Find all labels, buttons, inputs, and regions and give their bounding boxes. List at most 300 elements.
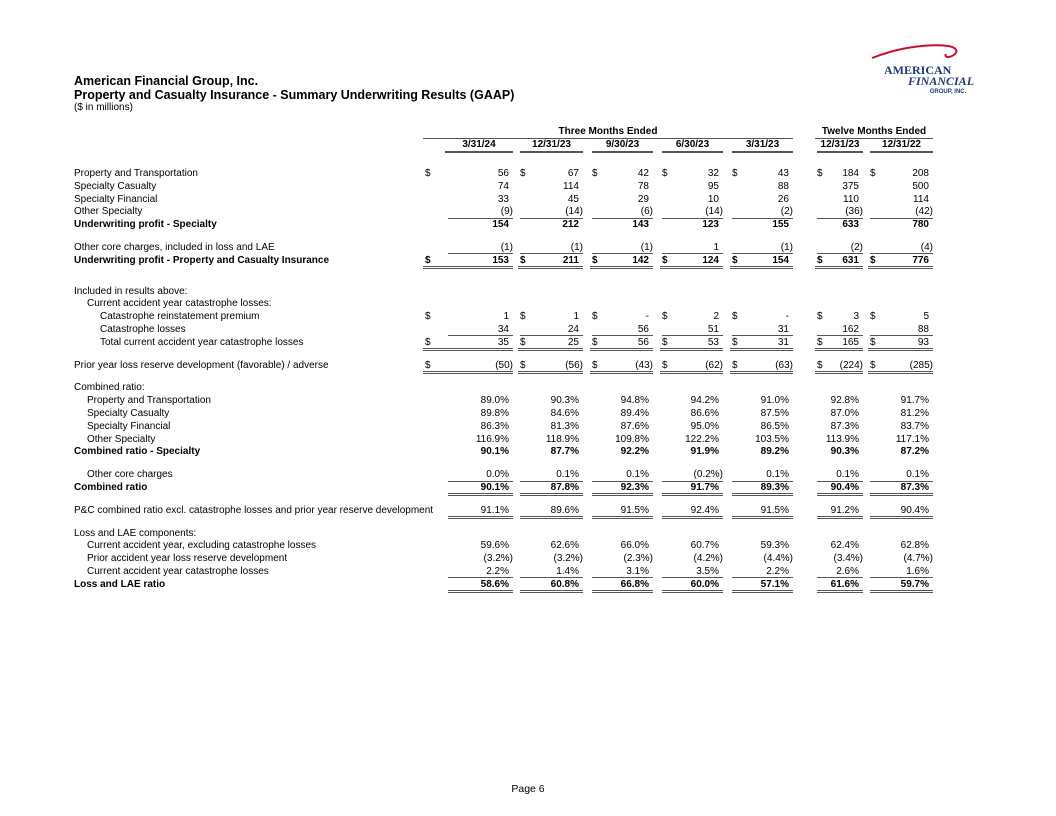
dollar-sign: $ xyxy=(425,168,431,179)
cell-value: 0.0% xyxy=(486,469,509,481)
cell-value: 35 xyxy=(497,336,509,348)
table-cell xyxy=(870,395,933,407)
cell-value: 2.6% xyxy=(836,565,859,577)
table-cell xyxy=(870,446,933,458)
cell-value: 89.0% xyxy=(480,395,509,407)
table-cell xyxy=(870,324,933,337)
cell-value: 34 xyxy=(497,323,509,335)
cell-value: (3.2%) xyxy=(483,553,513,565)
row-spacer xyxy=(0,268,1056,286)
row-label: Other Specialty xyxy=(87,433,156,445)
table-cell xyxy=(520,446,583,458)
table-cell xyxy=(592,324,653,337)
cell-value: (14) xyxy=(705,206,723,218)
cell-value: 1.4% xyxy=(556,565,579,577)
table-cell xyxy=(592,566,653,579)
table-cell xyxy=(870,421,933,433)
cell-value: 87.6% xyxy=(620,420,649,432)
dollar-sign: $ xyxy=(520,311,526,323)
table-cell xyxy=(817,181,863,193)
cell-value: 155 xyxy=(772,219,789,231)
table-cell xyxy=(520,242,583,255)
cell-value: 87.5% xyxy=(760,407,789,419)
table-cell xyxy=(590,337,653,352)
cell-value: 3.1% xyxy=(626,565,649,577)
svg-text:GROUP, INC.: GROUP, INC. xyxy=(929,89,967,95)
row-label: Current accident year, excluding catastrophe losses xyxy=(87,540,317,552)
cell-value: 2.2% xyxy=(486,565,509,577)
row-label: Specialty Financial xyxy=(74,193,158,205)
dollar-sign: $ xyxy=(662,359,668,371)
table-cell xyxy=(868,168,933,180)
table-cell xyxy=(870,242,933,255)
cell-value: 81.2% xyxy=(900,407,929,419)
cell-value: 91.5% xyxy=(620,504,649,516)
row-label: Included in results above: xyxy=(74,285,188,297)
cell-value: 31 xyxy=(777,336,789,348)
dollar-sign: $ xyxy=(732,336,738,348)
table-cell xyxy=(520,482,583,497)
table-row xyxy=(0,395,1056,408)
cell-value: 0.1% xyxy=(556,469,579,481)
table-cell xyxy=(423,337,513,352)
cell-value: 74 xyxy=(497,180,509,192)
cell-value: (6) xyxy=(640,206,653,218)
cell-value: 86.5% xyxy=(760,420,789,432)
dollar-sign: $ xyxy=(425,336,431,348)
table-cell xyxy=(815,311,863,323)
table-cell xyxy=(448,482,513,497)
cell-value: (4) xyxy=(920,241,933,253)
cell-value: 109.8% xyxy=(615,433,649,445)
cell-value: (4.7%) xyxy=(903,553,933,565)
table-cell xyxy=(868,255,933,270)
table-cell xyxy=(660,360,723,375)
table-cell xyxy=(868,311,933,323)
table-cell xyxy=(730,255,793,270)
table-cell xyxy=(448,206,513,219)
table-cell xyxy=(520,219,583,231)
cell-value: 29 xyxy=(637,193,649,205)
table-cell xyxy=(662,395,723,407)
row-label: Property and Transportation xyxy=(74,168,198,179)
table-row xyxy=(0,324,1056,337)
table-cell xyxy=(730,337,793,352)
cell-value: 57.1% xyxy=(760,578,789,590)
table-cell xyxy=(423,360,513,375)
cell-value: 24 xyxy=(567,323,579,335)
table-cell xyxy=(448,421,513,433)
cell-value: 83.7% xyxy=(900,420,929,432)
cell-value: 32 xyxy=(707,168,719,179)
row-label: Current accident year catastrophe losses: xyxy=(87,298,272,310)
row-spacer xyxy=(0,232,1056,242)
cell-value: 94.2% xyxy=(690,395,719,407)
table-cell xyxy=(817,395,863,407)
cell-value: (1) xyxy=(500,241,513,253)
table-cell xyxy=(520,469,583,482)
cell-value: 211 xyxy=(562,254,579,266)
cell-value: 0.1% xyxy=(626,469,649,481)
row-label: Combined ratio - Specialty xyxy=(74,446,201,458)
table-cell xyxy=(592,181,653,193)
dollar-sign: $ xyxy=(520,254,526,266)
table-cell xyxy=(870,408,933,420)
table-row xyxy=(0,194,1056,207)
cell-value: 89.4% xyxy=(620,407,649,419)
column-header: 12/31/23 xyxy=(817,139,863,153)
row-spacer xyxy=(0,459,1056,469)
cell-value: 92.4% xyxy=(690,504,719,516)
cell-value: 0.1% xyxy=(906,469,929,481)
table-cell xyxy=(817,324,863,337)
dollar-sign: $ xyxy=(592,336,598,348)
dollar-sign: $ xyxy=(817,311,823,323)
cell-value: 780 xyxy=(912,219,929,231)
cell-value: (0.2%) xyxy=(693,469,723,481)
table-cell xyxy=(870,505,933,520)
table-cell xyxy=(817,540,863,552)
table-cell xyxy=(662,446,723,458)
row-label: Combined ratio: xyxy=(74,382,145,394)
table-cell xyxy=(520,579,583,594)
table-cell xyxy=(732,579,793,594)
row-label: Current accident year catastrophe losses xyxy=(87,565,269,577)
table-cell xyxy=(592,553,653,565)
table-cell xyxy=(592,194,653,206)
dollar-sign: $ xyxy=(520,168,526,179)
cell-value: 631 xyxy=(842,254,859,266)
row-label: P&C combined ratio excl. catastrophe losses and prior year reserve development xyxy=(74,504,434,516)
cell-value: 162 xyxy=(842,323,859,335)
table-cell xyxy=(732,482,793,497)
dollar-sign: $ xyxy=(592,311,598,323)
table-cell xyxy=(870,553,933,565)
cell-value: 62.6% xyxy=(550,540,579,552)
dollar-sign: $ xyxy=(592,359,598,371)
table-cell xyxy=(662,206,723,219)
cell-value: (1) xyxy=(780,241,793,253)
table-row xyxy=(0,382,1056,395)
cell-value: 62.8% xyxy=(900,540,929,552)
row-label: Prior accident year loss reserve development xyxy=(87,553,288,565)
cell-value: 95.0% xyxy=(690,420,719,432)
cell-value: 1 xyxy=(713,241,719,253)
table-row xyxy=(0,566,1056,579)
table-cell xyxy=(660,337,723,352)
dollar-sign: $ xyxy=(662,336,668,348)
row-label: Specialty Financial xyxy=(87,420,171,432)
table-row xyxy=(0,505,1056,518)
row-label: Catastrophe losses xyxy=(100,323,186,335)
cell-value: 25 xyxy=(567,336,579,348)
row-label: Underwriting profit - Specialty xyxy=(74,219,217,231)
cell-value: 91.7% xyxy=(690,481,719,493)
row-label: Specialty Casualty xyxy=(74,180,157,192)
table-cell xyxy=(448,181,513,193)
cell-value: 90.4% xyxy=(900,504,929,516)
table-cell xyxy=(732,395,793,407)
cell-value: 110 xyxy=(843,193,859,205)
cell-value: 45 xyxy=(567,193,579,205)
row-label: Total current accident year catastrophe losses xyxy=(100,336,304,348)
table-cell xyxy=(448,395,513,407)
dollar-sign: $ xyxy=(662,254,668,266)
table-row xyxy=(0,286,1056,299)
cell-value: (2) xyxy=(850,241,863,253)
row-label: Loss and LAE ratio xyxy=(74,578,166,590)
table-cell xyxy=(868,360,933,375)
table-row xyxy=(0,219,1056,232)
table-cell xyxy=(448,408,513,420)
row-label: Other Specialty xyxy=(74,206,143,218)
cell-value: 143 xyxy=(632,219,649,231)
cell-value: 59.3% xyxy=(760,540,789,552)
cell-value: 90.3% xyxy=(830,446,859,458)
dollar-sign: $ xyxy=(662,311,668,323)
cell-value: 0.1% xyxy=(766,469,789,481)
table-cell xyxy=(817,434,863,446)
table-row xyxy=(0,446,1056,459)
table-row xyxy=(0,255,1056,268)
table-cell xyxy=(592,469,653,482)
table-row xyxy=(0,540,1056,553)
dollar-sign: $ xyxy=(870,359,876,371)
cell-value: 43 xyxy=(777,168,789,179)
cell-value: 86.6% xyxy=(690,407,719,419)
cell-value: 89.2% xyxy=(760,446,789,458)
table-cell xyxy=(592,434,653,446)
cell-value: 375 xyxy=(842,180,859,192)
cell-value: 87.7% xyxy=(550,446,579,458)
table-cell xyxy=(448,566,513,579)
cell-value: (4.4%) xyxy=(763,553,793,565)
cell-value: 33 xyxy=(497,193,509,205)
cell-value: (1) xyxy=(640,241,653,253)
dollar-sign: $ xyxy=(425,311,431,323)
cell-value: 87.3% xyxy=(830,420,859,432)
dollar-sign: $ xyxy=(425,359,431,371)
table-cell xyxy=(592,408,653,420)
table-cell xyxy=(592,242,653,255)
cell-value: 0.1% xyxy=(836,469,859,481)
row-label: Specialty Casualty xyxy=(87,407,170,419)
cell-value: (2.3%) xyxy=(623,553,653,565)
cell-value: 78 xyxy=(637,180,649,192)
table-cell xyxy=(662,469,723,482)
table-row xyxy=(0,337,1056,350)
dollar-sign: $ xyxy=(817,336,823,348)
table-cell xyxy=(520,324,583,337)
table-cell xyxy=(870,540,933,552)
cell-value: 86.3% xyxy=(480,420,509,432)
table-cell xyxy=(732,181,793,193)
table-cell xyxy=(730,360,793,375)
cell-value: 92.3% xyxy=(620,481,649,493)
cell-value: 62.4% xyxy=(830,540,859,552)
table-cell xyxy=(592,505,653,520)
cell-value: 56 xyxy=(637,323,649,335)
table-cell xyxy=(817,242,863,255)
cell-value: 42 xyxy=(637,168,649,179)
table-cell xyxy=(520,540,583,552)
cell-value: 81.3% xyxy=(550,420,579,432)
cell-value: 90.1% xyxy=(480,446,509,458)
table-cell xyxy=(817,219,863,231)
cell-value: 10 xyxy=(707,193,719,205)
table-cell xyxy=(815,337,863,352)
table-row xyxy=(0,298,1056,311)
table-cell xyxy=(518,255,583,270)
cell-value: 91.1% xyxy=(480,504,509,516)
table-cell xyxy=(732,206,793,219)
cell-value: 90.4% xyxy=(830,481,859,493)
cell-value: 59.6% xyxy=(480,540,509,552)
cell-value: (3.4%) xyxy=(833,553,863,565)
table-cell xyxy=(662,579,723,594)
cell-value: 31 xyxy=(777,323,789,335)
table-cell xyxy=(662,434,723,446)
cell-value: (62) xyxy=(705,359,723,371)
cell-value: 88 xyxy=(777,180,789,192)
cell-value: 2 xyxy=(713,311,719,323)
table-cell xyxy=(662,505,723,520)
table-cell xyxy=(870,181,933,193)
cell-value: (36) xyxy=(845,206,863,218)
cell-value: 117.1% xyxy=(895,433,929,445)
table-cell xyxy=(662,181,723,193)
dollar-sign: $ xyxy=(870,311,876,323)
cell-value: 58.6% xyxy=(480,578,509,590)
column-header: 12/31/23 xyxy=(520,139,583,153)
table-cell xyxy=(732,505,793,520)
table-cell xyxy=(590,168,653,180)
table-cell xyxy=(592,395,653,407)
cell-value: 91.7% xyxy=(900,395,929,407)
table-row xyxy=(0,408,1056,421)
cell-value: 103.5% xyxy=(755,433,789,445)
cell-value: 116.9% xyxy=(475,433,509,445)
cell-value: 90.1% xyxy=(480,481,509,493)
table-row xyxy=(0,469,1056,482)
cell-value: 95 xyxy=(707,180,719,192)
table-cell xyxy=(815,168,863,180)
table-cell xyxy=(592,482,653,497)
cell-value: 1.6% xyxy=(906,565,929,577)
table-cell xyxy=(817,408,863,420)
cell-value: 3.5% xyxy=(696,565,719,577)
cell-value: - xyxy=(785,311,789,323)
table-cell xyxy=(448,540,513,552)
cell-value: 92.8% xyxy=(830,395,859,407)
cell-value: 114 xyxy=(913,193,929,205)
cell-value: 53 xyxy=(707,336,719,348)
table-cell xyxy=(868,337,933,352)
table-cell xyxy=(870,206,933,219)
dollar-sign: $ xyxy=(732,168,738,179)
cell-value: (43) xyxy=(635,359,653,371)
page-number: Page 6 xyxy=(511,783,545,795)
cell-value: 56 xyxy=(637,336,649,348)
table-row xyxy=(0,482,1056,495)
cell-value: 184 xyxy=(842,168,859,179)
cell-value: (285) xyxy=(909,359,933,371)
cell-value: 66.0% xyxy=(620,540,649,552)
table-cell xyxy=(732,219,793,231)
table-cell xyxy=(448,446,513,458)
cell-value: 5 xyxy=(923,311,929,323)
table-cell xyxy=(660,311,723,323)
cell-value: 208 xyxy=(912,168,929,179)
dollar-sign: $ xyxy=(732,359,738,371)
table-cell xyxy=(662,553,723,565)
table-row xyxy=(0,206,1056,219)
cell-value: 114 xyxy=(563,180,579,192)
table-cell xyxy=(590,255,653,270)
table-cell xyxy=(732,434,793,446)
table-row xyxy=(0,579,1056,592)
cell-value: 123 xyxy=(702,219,719,231)
row-label: Combined ratio xyxy=(74,481,148,493)
cell-value: 67 xyxy=(567,168,579,179)
table-cell xyxy=(448,324,513,337)
cell-value: (9) xyxy=(500,206,513,218)
row-label: Other core charges xyxy=(87,469,173,481)
table-cell xyxy=(817,469,863,482)
cell-value: 60.7% xyxy=(690,540,719,552)
table-cell xyxy=(730,168,793,180)
dollar-sign: $ xyxy=(662,168,668,179)
table-cell xyxy=(518,168,583,180)
row-label: Underwriting profit - Property and Casualty Insurance xyxy=(74,254,330,266)
table-cell xyxy=(662,540,723,552)
table-cell xyxy=(592,540,653,552)
table-cell xyxy=(520,505,583,520)
table-cell xyxy=(520,421,583,433)
table-cell xyxy=(520,181,583,193)
cell-value: 59.7% xyxy=(900,578,929,590)
table-cell xyxy=(732,469,793,482)
table-cell xyxy=(817,194,863,206)
cell-value: 91.5% xyxy=(760,504,789,516)
cell-value: 87.2% xyxy=(900,446,929,458)
table-cell xyxy=(423,168,513,180)
cell-value: 153 xyxy=(492,254,509,266)
cell-value: (1) xyxy=(570,241,583,253)
cell-value: (42) xyxy=(915,206,933,218)
table-cell xyxy=(448,194,513,206)
dollar-sign: $ xyxy=(592,254,598,266)
table-cell xyxy=(817,206,863,219)
table-row xyxy=(0,168,1056,181)
cell-value: 118.9% xyxy=(545,433,579,445)
dollar-sign: $ xyxy=(817,359,823,371)
table-cell xyxy=(732,553,793,565)
table-cell xyxy=(817,566,863,579)
table-cell xyxy=(662,324,723,337)
cell-value: (56) xyxy=(565,359,583,371)
dollar-sign: $ xyxy=(592,168,598,179)
cell-value: 51 xyxy=(707,323,719,335)
table-cell xyxy=(448,242,513,255)
cell-value: (224) xyxy=(839,359,863,371)
column-header: 3/31/24 xyxy=(445,139,513,153)
units-note: ($ in millions) xyxy=(74,102,133,113)
table-cell xyxy=(870,219,933,231)
table-cell xyxy=(520,434,583,446)
cell-value: (14) xyxy=(565,206,583,218)
table-cell xyxy=(732,242,793,255)
